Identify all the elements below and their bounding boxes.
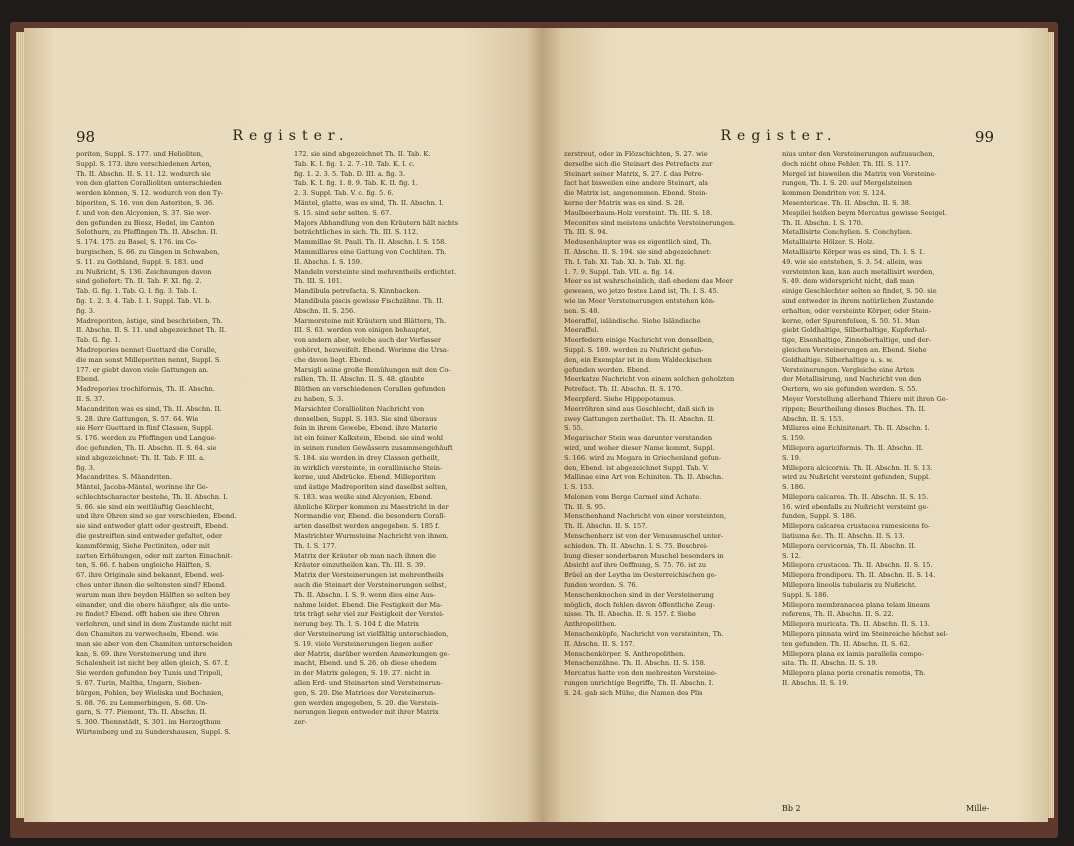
register-line: ches unter ihnen die seltensten sind? Ebend. [76,581,227,590]
register-line: wird, und woher dieser Name kommt, Suppl. [564,443,715,452]
register-line: Tab. K. I. fig. 1. 2. 7.-10. Tab. K. I. c. [294,159,415,168]
register-line: Th. II. Abschn. I. S. 9. wenn dies eine Aus- [294,590,436,599]
register-line: Tab. K. I. fig. 1. 8. 9. Tab. K. II. fig. 1. [294,179,418,188]
register-line: nisse. Th. II. Abschn. II. S. 157. f. Siehe [564,610,696,619]
register-line: Mandibula petrefacta. S. Kinnbacken. [294,287,421,296]
register-line: Millepora agariciformis. Th. II. Abschn. II. [782,443,924,452]
register-line: referens, Th. II. Abschn. II. S. 22. [782,610,894,619]
register-line: Mespilei heißen beym Mercatus gewisse Seeigel. [782,208,947,217]
register-line: Mäntel, Jacobs-Mäntel, worinne ihr Ge- [76,483,209,492]
register-line: zwey Gattungen zertheilet. Th. II. Abschn. II. [564,414,715,423]
register-line: f. und von den Alcyonien, S. 37. Sie wer- [76,208,212,217]
register-line: schieden. Th. II. Abschn. I. S. 75. Beschrei- [564,541,709,550]
register-line: sind geliefert: Th. II. Tab. F. XI. fig. 2. [76,277,202,286]
register-line: Meerkatze Nachricht von einem solchen geholzten [564,375,735,384]
register-line: den gefunden zu Biesz, Hedel, im Canton [76,218,215,227]
register-line: die Matrix ist, angenommen. Ebend. Stein- [564,189,708,198]
register-line: rippen; Beurtheilung dieses Buches. Th. II. [782,404,926,413]
register-line: Meerfedern einige Nachricht von denselben, [564,336,715,345]
register-line: Mandeln versteinte sind mehrentheils erdichtet. [294,267,457,276]
register-line: derselbe sich die Steinart des Petrefacts zur [564,159,713,168]
register-line: in der Matrix gelegen, S. 19. 27. nicht in [294,669,430,678]
register-line: einige Geschlechter selten so findet, S. 50. sie [782,287,937,296]
register-line: Suppl. S. 189. werden zu Nußricht gefun- [564,345,704,354]
register-line: Meerpferd. Siehe Hippopotamus. [564,394,676,403]
register-line: Suppl. S. 173. ihre verschiedenen Arten, [76,159,212,168]
register-line: Normandie vor, Ebend. die besondern Corall- [294,512,446,521]
register-line: den, Ebend. ist abgezeichnet Suppl. Tab. V. [564,463,709,472]
register-line: bürgen, Pohlen, bey Wieliska und Bochnien, [76,688,224,697]
left-page [24,28,542,822]
register-line: Millepora lineolis tubularis zu Nußricht. [782,581,917,590]
right-column-1 [564,150,764,800]
register-line: tige, Eisenhaltige, Zinnoberhaltige, und der- [782,336,931,345]
register-line: allen Erd- und Steinarten sind Versteinerun- [294,679,443,688]
register-line: sie Herr Guettard in fünf Classen, Suppl. [76,424,214,433]
register-line: Medusenhäupter was es eigentlich sind, Th. [564,238,712,247]
register-line: arten daselbst werden angegeben. S. 185 f. [294,522,440,531]
register-line: giebt Goldhaltige, Silberhaltige, Kupferhal- [782,326,927,335]
register-line: Mastrichter Wurmsteine Nachricht von ihnen. [294,532,449,541]
register-line: Anthropolithen. [564,620,617,629]
register-line: fig. 3. [76,306,96,315]
register-line: Madrepories trochiformis, Th. II. Abschn. [76,385,215,394]
right-running-head [564,124,994,150]
register-line: rungen unrichtige Begriffe, Th. II. Abschn. I. [564,679,714,688]
right-page-number: 99 [974,128,994,146]
register-line: II. Abschn. I. S. 159. [294,257,363,266]
register-line: die gestreiften sind entweder gefaltet, oder [76,532,222,541]
register-line: ten gefunden. Th. II. Abschn. II. S. 62. [782,639,910,648]
register-line: ähnliche Körper kommen zu Maestricht in der [294,502,449,511]
register-line: Blüthen an verschiedenen Corallen gefunden [294,385,446,394]
register-line: nen. S. 48. [564,306,600,315]
register-line: Brüel an der Leytha im Oesterreichischen ge- [564,571,717,580]
signature-mark: Bb 2 [782,804,801,813]
register-line: zerstreut, oder in Flözschichten, S. 27. wie [564,150,708,158]
register-line: biporiten, S. 16. von den Asteriten, S. 36. [76,198,215,207]
register-line: Sie werden gefunden bey Tunis und Tripoli, [76,669,223,678]
register-line: kommen Dendriten vor. S. 124. [782,189,886,198]
register-line: S. 12. [782,551,801,560]
register-line: der Metallisirung, und Nachricht von den [782,375,922,384]
register-line: gewesen, wo jetzo festes Land ist, Th. I. S. 45. [564,287,719,296]
register-line: Mammillares eine Gattung von Cochliten. Th. [294,247,447,256]
register-line: Metallisirte Körper was es sind, Th. I. S. 1. [782,247,926,256]
register-line: Maulbeerbaum-Holz versteint. Th. III. S. 18. [564,208,713,217]
register-line: Madreporiten, ästige, sind beschrieben, Th. [76,316,223,325]
register-line: Kräuter einzutheilen kan. Th. III. S. 39. [294,561,426,570]
register-line: werden können, S. 12. wodurch von den Ty- [76,189,224,198]
register-line: ten, S. 66. f. haben ungleiche Hälften, S. [76,561,212,570]
register-line: Tab. G. fig. 1. [76,336,121,345]
register-line: zarten Erhöhungen, oder mit zarten Einschnit- [76,551,233,560]
register-line: schlechtscharacter bestehe, Th. II. Abschn. I. [76,492,228,501]
register-line: gefunden worden. Ebend. [564,365,651,374]
left-running-title: Register. [232,128,350,144]
register-line: Menschenhand Nachricht von einer versteinten, [564,512,727,521]
register-line: funden worden. S. 76. [564,581,638,590]
register-line: nerung bey. Th. I. S. 104 f. die Matrix [294,620,420,629]
right-page [542,28,1048,822]
register-line: fein in ihrem Gewebe, Ebend. ihre Materie [294,424,438,433]
register-line: Millepora cervicornis, Th. II. Abschn. II. [782,541,916,550]
register-line: Marsigli seine große Bemühungen mit den Co- [294,365,451,374]
register-line: S. 19. viele Versteinerungen liegen außer [294,639,433,648]
register-line: Suppl. S. 186. [782,590,829,599]
register-line: doch nicht ohne Fehler. Th. III. S. 117. [782,159,911,168]
register-line: fact hat bisweilen eine andere Steinart, als [564,179,708,188]
register-line: Millepora pinnata wird im Steinreiche höchst sel- [782,630,948,639]
register-line: Mammillae St. Pauli. Th. II. Abschn. I. S. 158. [294,238,447,247]
register-line: S. 28. ihre Gattungen, S. 57. 64. Wie [76,414,199,423]
register-line: II. Abschn. II. S. 194. sie sind abgezeichnet: [564,247,712,256]
register-line: kerne, oder Spurenfelsen, S. 50. 51. Man [782,316,920,325]
register-line: Millepora muricata. Th. II. Abschn. II. S. 13. [782,620,930,629]
left-column-1 [76,150,276,800]
register-line: Goldhaltige. Silberhaltige u. s. w. [782,355,894,364]
register-line: S. 19. [782,453,801,462]
register-line: nahme leidet. Ebend. Die Festigkeit der Ma- [294,600,443,609]
register-line: gen, S. 20. Die Matrices der Versteinerun- [294,688,436,697]
register-line: denselben, Suppl. S. 183. Sie sind überaus [294,414,437,423]
register-line: Marsichter Corallioliten Nachricht von [294,404,425,413]
register-line: Abschn. II. S. 256. [294,306,356,315]
register-line: Steinart seiner Matrix, S. 27. f. das Petre- [564,169,704,178]
register-line: Versteinerungen. Vergleiche eine Arten [782,365,915,374]
register-line: Absicht auf ihre Oeffnung, S. 75. 76. ist zu [564,561,707,570]
register-line: macht, Ebend. und S. 26. ob diese ehedem [294,659,437,668]
register-line: Marmorsteine mit Kräutern und Blättern, Th. [294,316,447,325]
left-page-number: 98 [76,128,96,146]
register-line: Menschenkörper. S. Anthropolithen. [564,649,686,658]
register-line: 1. 7. 9. Suppl. Tab. VII. a. fig. 14. [564,267,675,276]
register-line: doc gefunden, Th. II. Abschn. II. S. 64. sie [76,443,217,452]
register-line: Schalenheit ist nicht bey allen gleich, S. 67. f. [76,659,230,668]
register-line: gen werden angegeben, S. 20. die Versteis- [294,698,439,707]
register-line: der Versteinerung ist vielfältig unterschieden, [294,630,449,639]
register-line: kammförmig, Siehe Pectiniten, oder mit [76,541,210,550]
register-line: Millepora plana ex lamis parallelis compo- [782,649,924,658]
register-line: burgischen, S. 66. zu Gingen in Schwaben, [76,247,220,256]
register-line: in wirklich versteinte, in corallinische Stein- [294,463,443,472]
register-line: Abschn. II. S. 153. [782,414,844,423]
register-line: S. 176. werden zu Pfeffingen und Langue- [76,434,217,443]
register-line: fig. 1. 2. 3. 5. Tab. D. III. a. fig. 3. [294,169,406,178]
register-line: Meeraffel. [564,326,599,335]
register-line: fig. 3. [76,463,96,472]
register-line: erhalten, oder versteinte Körper, oder Stein- [782,306,931,315]
register-line: Th. II. S. 95. [564,502,606,511]
register-line: Menschenknochen sind in der Versteinerung [564,590,714,599]
register-line: S. 184. sie werden in drey Classen getheilt, [294,453,440,462]
register-line: S. 174. 175. zu Basel, S. 176. im Co- [76,238,198,247]
register-line: S. 186. [782,483,806,492]
register-line: II. Abschn. II. S. 19. [782,679,849,688]
register-line: Th. II. Abschn. II. S. 157. [564,522,648,531]
register-line: re findet? Ebend. offt haben sie ihre Ohren [76,610,220,619]
register-line: S. 300. Thennstädt, S. 301. im Herzogthum [76,718,221,727]
register-line: möglich, doch fehlen davon öffentliche Zeug- [564,600,715,609]
register-line: Ebend. [76,375,100,384]
register-line: Th. II. Abschn. II. S. 11. 12. wodurch sie [76,169,211,178]
register-line: S. 66. sie sind ein weitläuftig Geschlecht, [76,502,215,511]
register-line: Th. II. Abschn. I. S. 170. [782,218,863,227]
register-line: Menschenherz ist von der Venusmuschel unter- [564,532,724,541]
register-line: versteinten kan, kan auch metallisirt werden, [782,267,935,276]
register-line: Mäntel, glatte, was es sind, Th. II. Abschn. I. [294,198,444,207]
register-line: verlohren, und sind in dem Zustande nicht mit [76,620,232,629]
register-line: gehöret, bezweifelt. Ebend. Worinne die Ursa- [294,345,450,354]
register-line: ist ein feiner Kalkstein, Ebend. sie sind wohl [294,434,443,443]
register-line: trix trägt sehr viel zur Festigkeit der Verstei- [294,610,445,619]
register-line: Petrefact. Th. II. Abschn. II. S. 170. [564,385,683,394]
register-line: sind abgezeichnet: Th. II. Tab. F. III. a. [76,453,206,462]
register-line: gleichen Versteinerungen an. Ebend. Siehe [782,345,927,354]
register-line: Millares eine Echinitenart. Th. II. Abschn. I. [782,424,930,433]
register-line: II. S. 37. [76,394,105,403]
register-line: 172. sie sind abgezeichnet Th. II. Tab. K. [294,150,431,158]
register-line: Metallisirte Hölzer. S. Holz. [782,238,875,247]
register-line: S. 49. dem widerspricht nicht, daß man [782,277,915,286]
register-line: in seinen runden Gewässern zusammengehäuft [294,443,453,452]
register-line: zu Nußricht, S. 136. Zeichnungen davon [76,267,212,276]
register-line: zer- [294,718,307,727]
register-line: S. 183. was weiße sind Alcyonien, Ebend. [294,492,433,501]
register-line: S. 11. zu Gothland, Suppl. S. 183. und [76,257,204,266]
register-line: man sie aber von den Chamiten unterscheiden [76,639,233,648]
register-line: Menschenzähne. Th. II. Abschn. II. S. 158. [564,659,706,668]
register-line: Mesentericae. Th. II. Abschn. II. S. 38. [782,198,912,207]
register-line: liatiuma &c. Th. II. Abschn. II. S. 13. [782,532,905,541]
register-line: Matrix der Kräuter ob man nach ihnen die [294,551,436,560]
register-line: S. 166. wird zu Megara in Griechenland gefun- [564,453,722,462]
register-line: Mandibula piscis gewisse Fischzähne. Th. II. [294,296,444,305]
register-line: Menschenköpfe, Nachricht von versteinten, Th. [564,630,724,639]
register-line: zu haben, S. 3. [294,394,344,403]
catchword: Mille- [966,804,990,813]
right-running-title: Register. [720,128,838,144]
register-line: II. Abschn. II. S. 157. [564,639,635,648]
register-line: kan, S. 69. ihre Versteinerung und ihre [76,649,207,658]
register-line: wird zu Nußricht versteint gefunden, Suppl. [782,473,931,482]
register-line: 49. wie sie entstehen, S. 3. 54. allein, was [782,257,923,266]
register-line: kerne der Matrix was es sind. S. 28. [564,198,685,207]
register-line: der Matrix, darüber werden Anmerkungen ge- [294,649,450,658]
register-line: Millepora membranacea plana telam lineam [782,600,930,609]
register-line: che davon liegt. Ebend. [294,355,373,364]
register-line: rungen, Th. I. S. 20. auf Mergelsteinen [782,179,913,188]
register-line: Macandrites. S. Mäandriten. [76,473,172,482]
register-line: rallen, Th. II. Abschn. II. S. 48. glaubte [294,375,425,384]
register-line: Millepora calcarea. Th. II. Abschn. II. S. 15. [782,492,929,501]
register-line: auch die Steinart der Versteinerungen selbst, [294,581,447,590]
register-line: fig. 1. 2. 3. 4. Tab. I. 1. Suppl. Tab. VI. b. [76,296,212,305]
register-line: Mergel ist bisweilen die Matrix von Versteine- [782,169,937,178]
register-line: 67. ihre Originale sind bekannt, Ebend. wel- [76,571,225,580]
register-line: S. 24. gab sich Mühe, die Namen des Plis [564,688,703,697]
register-line: beträchtliches in sich. Th. III. S. 112. [294,228,419,237]
register-line: garn, S. 77. Piemont, Th. II. Abschn. II. [76,708,207,717]
register-line: den Chamiten zu verwechseln, Ebend. wie [76,630,219,639]
register-line: Meeraffel, isländische. Siehe Isländische [564,316,701,325]
register-line: S. 68. 76. zu Lemmerbingen, S. 68. Un- [76,698,208,707]
register-line: Millepora calcarea crustacea ramesicens fo- [782,522,931,531]
register-line: 2. 3. Suppl. Tab. V. c. fig. 5. 6. [294,189,394,198]
register-line: nerungen liegen entweder mit ihrer Matrix [294,708,439,717]
register-line: sie sind entweder glatt oder gestreift, Ebend. [76,522,229,531]
left-page-edges [16,32,24,818]
register-line: nius unter den Versteinerungen aufzusuchen, [782,150,935,158]
register-line: den, ein Exemplar ist in dem Waldeckischen [564,355,712,364]
register-line: Meconites sind meistens unächte Versteinerungen. [564,218,736,227]
register-line: Millepora plana poris crenatis remotis, Th. [782,669,926,678]
register-line: Metallisirte Conchylien. S. Conchylien. [782,228,913,237]
register-line: warum man ihre beyden Hälften so selten bey [76,590,231,599]
left-running-head [76,124,506,150]
register-line: Meerröhren sind aus Geschlecht, daß sich in [564,404,715,413]
register-line: sind entweder in ihrem natürlichen Zustande [782,296,934,305]
register-line: Oertern, wo sie gefunden werden. S. 55. [782,385,918,394]
book [10,22,1058,838]
register-line: Millepora frondipora. Th. II. Abschn. II. S. 14. [782,571,936,580]
register-line: und ästige Madreporiten sind daselbst selten, [294,483,448,492]
register-line: Majors Abhandlung von den Kräutern hält nichts [294,218,459,227]
register-line: von andern aber, welche auch der Verfasser [294,336,442,345]
register-line: III. S. 63. werden von einigen behauptet, [294,326,432,335]
register-line: poriten, Suppl. S. 177. und Helioliten, [76,150,203,158]
register-line: bung dieser sonderbaren Muschel besonders in [564,551,724,560]
register-line: Mercatus hatte von den mehresten Versteine- [564,669,718,678]
register-line: einander, und die obere häufiger, als die unte- [76,600,231,609]
register-line: Meyer Vorstellung allerhand Thiere mit ihren Ge- [782,394,948,403]
register-line: Melonen vom Berge Carmel sind Achate. [564,492,702,501]
register-line: Madrepories nennet Guettard die Coralle, [76,345,217,354]
register-line: Millepora crustacea. Th. II. Abschn. II. S. 15. [782,561,933,570]
register-line: funden, Suppl. S. 186. [782,512,857,521]
register-line: Th. III. S. 94. [564,228,608,237]
register-line: S. 55. [564,424,583,433]
register-line: kerne, und Abdrücke. Ebend. Milleporiten [294,473,436,482]
register-line: Macandriten was es sind, Th. II. Abschn. II. [76,404,222,413]
register-line: I. S. 153. [564,483,594,492]
register-line: Millepora alcicornis. Th. II. Abschn. II. S. 13. [782,463,933,472]
register-line: Matrix der Versteinerungen ist mehrentheils [294,571,444,580]
register-line: und ihre Ohren sind so gar verschieden, Ebend. [76,512,237,521]
register-line: Würtemberg und zu Sundershausen, Suppl. S. [76,728,231,737]
left-column-2 [294,150,494,800]
register-line: sita. Th. II. Abschn. II. S. 19. [782,659,878,668]
register-line: S. 159. [782,434,806,443]
register-line: Meer es ist wahrscheinlich, daß ehedem das Meer [564,277,733,286]
register-line: Mallinae eine Art von Echiniten. Th. II. Abschn. [564,473,724,482]
register-line: Th. I. S. 177. [294,541,337,550]
register-line: 177. er giebt davon viele Gattungen an. [76,365,209,374]
register-line: Solothurn, zu Pfeffingen Th. II. Abschn. II. [76,228,218,237]
register-line: wie im Meer Versteinerungen entstehen kön- [564,296,716,305]
register-line: von den glatten Corallioliten unterschieden [76,179,222,188]
register-line: 16. wird ebenfalls zu Nußricht versteint ge- [782,502,929,511]
register-line: die man sonst Milleporiten nennt, Suppl. S. [76,355,222,364]
register-line: Tab. G. fig. 1. Tab. G. I. fig. 3. Tab. I. [76,287,198,296]
register-line: II. Abschn. II. S. 11. und abgezeichnet Th. II. [76,326,227,335]
register-line: Th. I. Tab. XI. Tab. XI. b. Tab. XI. fig. [564,257,686,266]
register-line: Megarischer Stein was darunter verstanden [564,434,713,443]
register-line: S. 15. sind sehr selten. S. 67. [294,208,392,217]
right-column-2 [782,150,982,800]
register-line: Th. III. S. 101. [294,277,342,286]
register-line: S. 67. Turin, Maltha, Ungarn, Sieben- [76,679,202,688]
